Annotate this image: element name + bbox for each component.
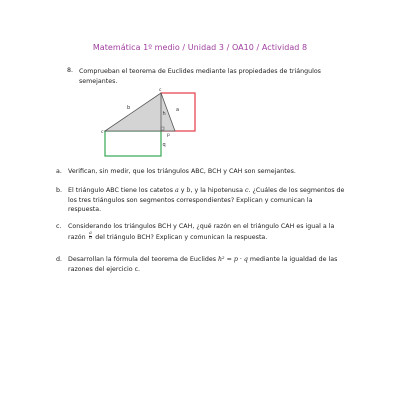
item-text: Verifican, sin medir, que los triángulos ABC, BCH y CAH son semejantes. — [68, 168, 296, 175]
green-rectangle — [105, 131, 161, 156]
label-h: h — [162, 111, 166, 117]
variable-b: b — [186, 187, 191, 194]
variable-a: a — [175, 187, 179, 194]
item-letter: b. — [56, 187, 62, 194]
euclid-formula: h² = p · q — [217, 256, 248, 263]
euclid-figure — [97, 86, 203, 158]
label-c: c — [101, 130, 104, 135]
page-title: Matemática 1º medio / Unidad 3 / OA10 / Actividad 8 — [92, 43, 308, 52]
text-segment: . ¿Cuáles de los segmentos de los tres triángulos son segmentos correspondientes? Explican y comunican la respuesta. — [68, 187, 345, 213]
item-text — [68, 222, 346, 242]
fraction-a-over-h — [89, 232, 93, 242]
text-segment: , y la hipotenusa — [190, 187, 245, 194]
variable-c: c — [244, 187, 249, 194]
text-segment: mediante la igualdad de las razones del ejercicio c. — [68, 256, 338, 273]
text-segment: El triángulo ABC tiene los catetos — [68, 187, 176, 194]
item-text — [68, 255, 346, 274]
item-letter: a. — [56, 168, 62, 175]
item-letter: d. — [56, 256, 62, 263]
fraction-denominator: h — [89, 236, 92, 241]
text-segment: y — [178, 187, 187, 194]
label-p: p — [167, 133, 170, 138]
label-top: c — [159, 88, 162, 93]
text-segment: Desarrollan la fórmula del teorema de Euclides — [68, 256, 218, 263]
text-segment: Considerando los triángulos BCH y CAH, ¿qué razón en el triángulo CAH es igual a la razón — [68, 223, 335, 241]
label-q: q — [162, 142, 166, 148]
problem-number: 8. — [67, 67, 74, 74]
text-segment: del triángulo BCH? Explican y comunican la respuesta. — [93, 233, 268, 241]
problem-text: Comprueban el teorema de Euclides mediante las propiedades de triángulos semejantes. — [79, 68, 321, 85]
fraction-numerator: a — [89, 230, 92, 236]
label-a: a — [176, 107, 180, 113]
item-letter: c. — [56, 223, 62, 230]
item-text — [68, 186, 346, 215]
label-b: b — [127, 105, 131, 111]
